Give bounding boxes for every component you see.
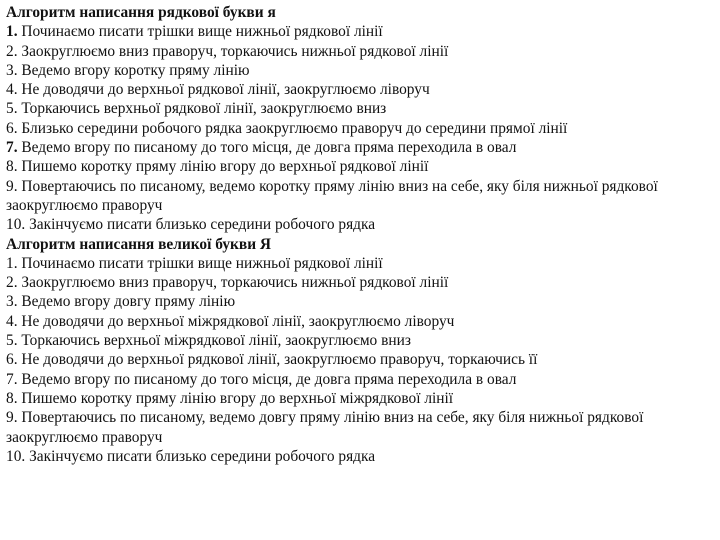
step-text: Заокруглюємо вниз праворуч, торкаючись нижньої рядкової лінії xyxy=(17,42,449,60)
step-number: 3. xyxy=(6,61,18,79)
step-item xyxy=(6,80,714,99)
step-number: 9. xyxy=(6,409,18,427)
step-text: Заокруглюємо вниз праворуч, торкаючись нижньої рядкової лінії xyxy=(17,274,449,292)
step-number: 5. xyxy=(6,332,18,350)
step-item xyxy=(6,157,714,176)
step-text: Повертаючись по писаному, ведемо довгу пряму лінію вниз на себе, яку біля нижньої рядкової заокруглюємо праворуч xyxy=(6,409,644,446)
step-text: Починаємо писати трішки вище нижньої рядкової лінії xyxy=(17,254,383,272)
step-item xyxy=(6,119,714,138)
step-item xyxy=(6,408,714,447)
step-text: Не доводячи до верхньої міжрядкової лінії, заокруглюємо ліворуч xyxy=(17,312,455,330)
step-item xyxy=(6,177,714,216)
step-text: Ведемо вгору коротку пряму лінію xyxy=(17,61,250,79)
step-text: Пишемо коротку пряму лінію вгору до верхньої рядкової лінії xyxy=(17,158,429,176)
step-item xyxy=(6,292,714,311)
step-text: Повертаючись по писаному, ведемо коротку пряму лінію вниз на себе, яку біля нижньої рядкової заокруглюємо праворуч xyxy=(6,177,658,214)
step-text: Близько середини робочого рядка заокруглюємо праворуч до середини прямої лінії xyxy=(17,119,568,137)
step-item xyxy=(6,389,714,408)
step-text: Ведемо вгору довгу пряму лінію xyxy=(17,293,236,311)
step-item xyxy=(6,350,714,369)
step-number: 5. xyxy=(6,100,18,118)
step-item xyxy=(6,138,714,157)
step-text: Торкаючись верхньої рядкової лінії, заокруглюємо вниз xyxy=(17,100,387,118)
step-number: 2. xyxy=(6,42,18,60)
step-number: 9. xyxy=(6,177,18,195)
step-text: Закінчуємо писати близько середини робочого рядка xyxy=(25,216,376,234)
step-number: 4. xyxy=(6,81,18,99)
step-text: Закінчуємо писати близько середини робочого рядка xyxy=(25,447,376,465)
section-heading: Алгоритм написання великої букви Я xyxy=(6,235,272,253)
step-item xyxy=(6,370,714,389)
step-number: 8. xyxy=(6,158,18,176)
step-number: 6. xyxy=(6,351,18,369)
step-number: 10. xyxy=(6,216,26,234)
step-item xyxy=(6,331,714,350)
step-text: Торкаючись верхньої міжрядкової лінії, заокруглюємо вниз xyxy=(17,332,411,350)
step-item xyxy=(6,254,714,273)
step-text: Ведемо вгору по писаному до того місця, де довга пряма переходила в овал xyxy=(17,139,517,157)
step-number: 7. xyxy=(6,139,18,157)
step-number: 1. xyxy=(6,254,18,272)
step-item xyxy=(6,61,714,80)
step-item xyxy=(6,22,714,41)
step-item xyxy=(6,447,714,466)
step-number: 2. xyxy=(6,274,18,292)
section-lowercase-ya xyxy=(6,3,714,235)
step-item xyxy=(6,215,714,234)
step-text: Не доводячи до верхньої рядкової лінії, заокруглюємо праворуч, торкаючись її xyxy=(17,351,538,369)
step-text: Пишемо коротку пряму лінію вгору до верхньої міжрядкової лінії xyxy=(17,389,454,407)
section-uppercase-ya xyxy=(6,235,714,467)
step-number: 10. xyxy=(6,447,26,465)
step-item xyxy=(6,42,714,61)
step-number: 3. xyxy=(6,293,18,311)
step-item xyxy=(6,312,714,331)
step-text: Ведемо вгору по писаному до того місця, де довга пряма переходила в овал xyxy=(17,370,517,388)
step-number: 4. xyxy=(6,312,18,330)
document-page xyxy=(6,3,714,466)
step-number: 1. xyxy=(6,23,18,41)
step-number: 6. xyxy=(6,119,18,137)
step-item xyxy=(6,99,714,118)
section-heading: Алгоритм написання рядкової букви я xyxy=(6,4,276,21)
step-number: 7. xyxy=(6,370,18,388)
step-text: Починаємо писати трішки вище нижньої рядкової лінії xyxy=(17,23,383,41)
step-number: 8. xyxy=(6,389,18,407)
step-text: Не доводячи до верхньої рядкової лінії, заокруглюємо ліворуч xyxy=(17,81,430,99)
step-item xyxy=(6,273,714,292)
